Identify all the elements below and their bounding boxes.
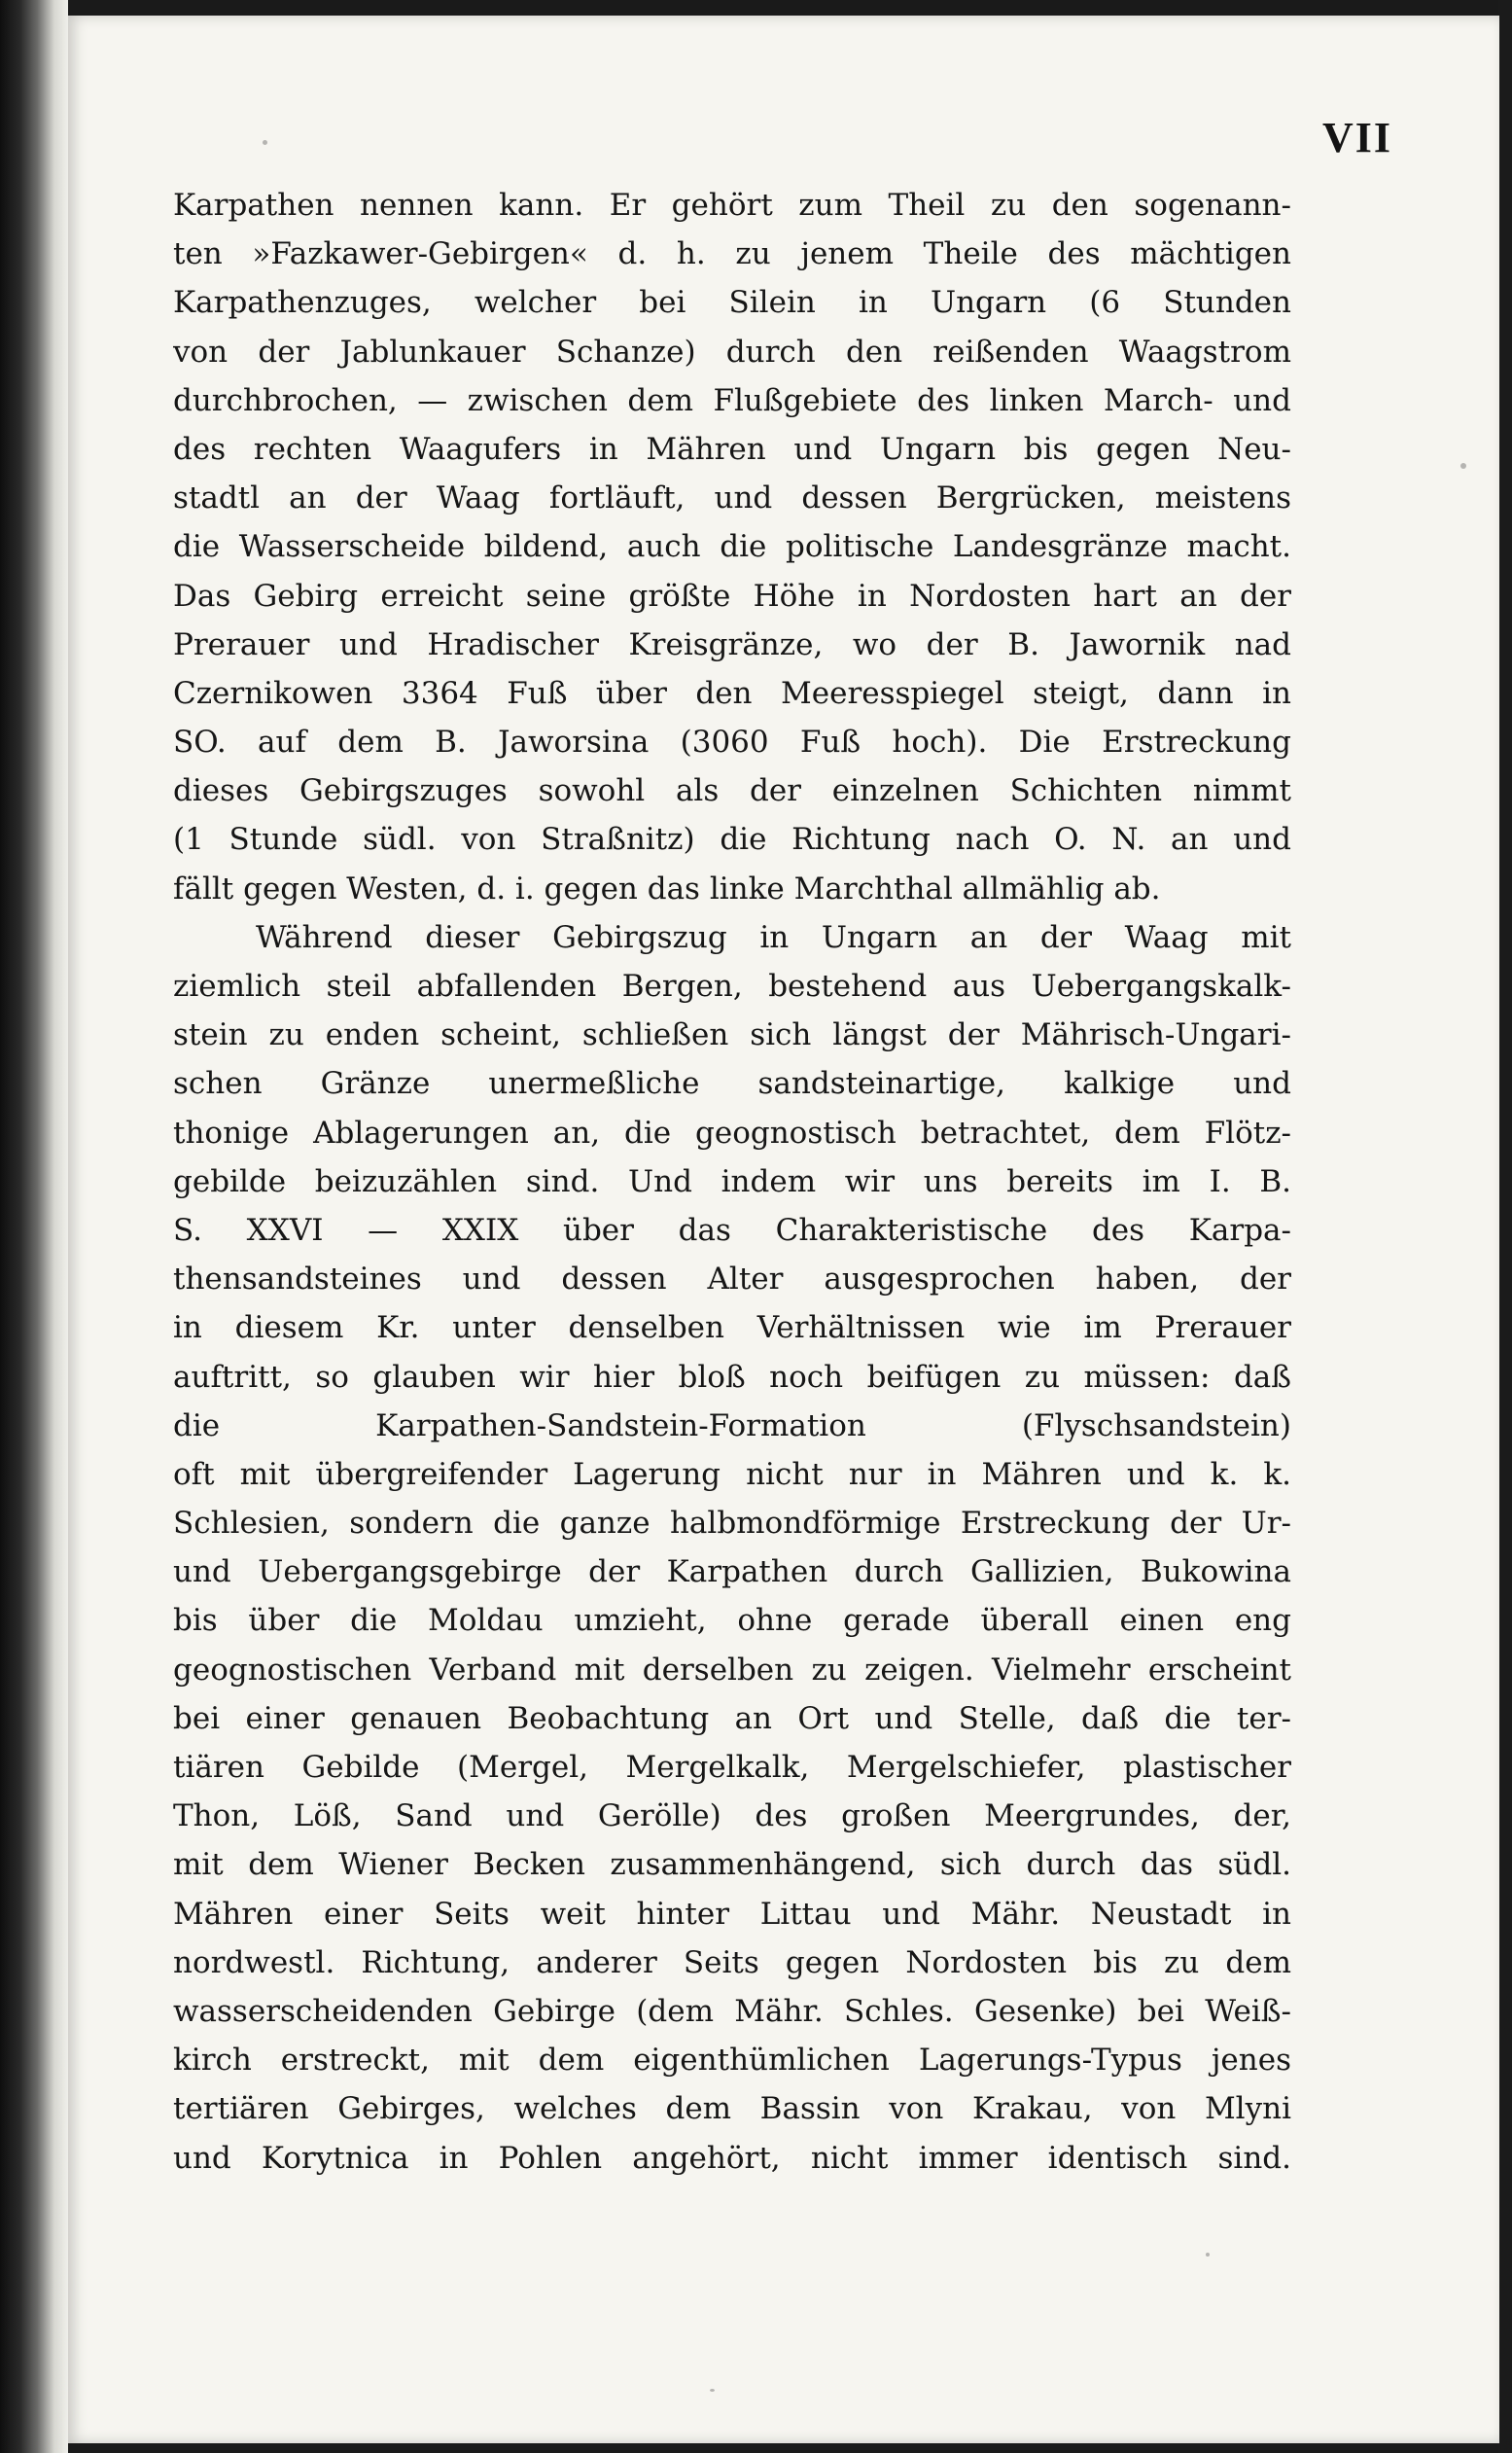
text-line: thensandsteines und dessen Alter ausgesprochen haben, der — [173, 1262, 1291, 1298]
text-line: gebilde beizuzählen sind. Und indem wir uns bereits im I. B. — [173, 1163, 1291, 1199]
text-line: S. XXVI — XXIX über das Charakteristische des Karpa- — [173, 1212, 1291, 1248]
paper-speck — [1460, 463, 1466, 469]
text-line: stadtl an der Waag fortläuft, und dessen Bergrücken, meistens — [173, 480, 1291, 516]
text-line: oft mit übergreifender Lagerung nicht nur in Mähren und k. k. — [173, 1456, 1291, 1492]
text-line: bis über die Moldau umzieht, ohne gerade überall einen eng — [173, 1603, 1291, 1639]
text-line: bei einer genauen Beobachtung an Ort und Stelle, daß die ter- — [173, 1700, 1291, 1736]
text-line: Thon, Löß, Sand und Gerölle) des großen Meergrundes, der, — [173, 1798, 1291, 1834]
text-line: Das Gebirg erreicht seine größte Höhe in Nordosten hart an der — [173, 578, 1291, 614]
text-line: stein zu enden scheint, schließen sich längst der Mährisch-Ungari- — [173, 1017, 1291, 1053]
text-line: ziemlich steil abfallenden Bergen, bestehend aus Uebergangskalk- — [173, 969, 1291, 1004]
text-line: tiären Gebilde (Mergel, Mergelkalk, Mergelschiefer, plastischer — [173, 1750, 1291, 1785]
text-line: des rechten Waagufers in Mähren und Ungarn bis gegen Neu- — [173, 431, 1291, 467]
text-line: SO. auf dem B. Jaworsina (3060 Fuß hoch). Die Erstreckung — [173, 725, 1291, 761]
text-line: mit dem Wiener Becken zusammenhängend, sich durch das südl. — [173, 1847, 1291, 1883]
text-line: und Korytnica in Pohlen angehört, nicht immer identisch sind. — [173, 2140, 1291, 2176]
text-line: Schlesien, sondern die ganze halbmondförmige Erstreckung der Ur- — [173, 1506, 1291, 1542]
text-line: wasserscheidenden Gebirge (dem Mähr. Schles. Gesenke) bei Weiß- — [173, 1993, 1291, 2029]
text-line: fällt gegen Westen, d. i. gegen das linke Marchthal allmählig ab. — [173, 871, 1161, 907]
text-line: die Wasserscheide bildend, auch die politische Landesgränze macht. — [173, 529, 1291, 565]
text-line: Prerauer und Hradischer Kreisgränze, wo der B. Jawornik nad — [173, 626, 1291, 662]
text-line: Czernikowen 3364 Fuß über den Meeresspiegel steigt, dann in — [173, 675, 1291, 711]
text-line: thonige Ablagerungen an, die geognostisch betrachtet, dem Flötz- — [173, 1115, 1291, 1151]
text-line: in diesem Kr. unter denselben Verhältnissen wie im Prerauer — [173, 1310, 1291, 1346]
text-line: durchbrochen, — zwischen dem Flußgebiete des linken March- und — [173, 382, 1291, 418]
text-line: Karpathenzuges, welcher bei Silein in Ungarn (6 Stunden — [173, 285, 1291, 321]
text-line: Mähren einer Seits weit hinter Littau und Mähr. Neustadt in — [173, 1896, 1291, 1932]
text-line: tertiären Gebirges, welches dem Bassin von Krakau, von Mlyni — [173, 2091, 1291, 2127]
text-line: und Uebergangsgebirge der Karpathen durch Gallizien, Bukowina — [173, 1554, 1291, 1590]
text-line: kirch erstreckt, mit dem eigenthümlichen Lagerungs-Typus jenes — [173, 2043, 1291, 2079]
paper-speck — [1206, 2253, 1210, 2257]
paper-speck — [710, 2389, 715, 2392]
scan-right-border — [1498, 0, 1512, 2453]
book-page — [68, 16, 1499, 2443]
text-line: (1 Stunde südl. von Straßnitz) die Richtung nach O. N. an und — [173, 822, 1291, 858]
text-line: dieses Gebirgszuges sowohl als der einzelnen Schichten nimmt — [173, 773, 1291, 809]
text-line: Karpathen nennen kann. Er gehört zum Theil zu den sogenann- — [173, 188, 1291, 223]
text-line: nordwestl. Richtung, anderer Seits gegen Nordosten bis zu dem — [173, 1944, 1291, 1980]
text-line: Während dieser Gebirgszug in Ungarn an der Waag mit — [256, 919, 1291, 955]
text-line: ten »Fazkawer-Gebirgen« d. h. zu jenem Theile des mächtigen — [173, 236, 1291, 272]
text-line: auftritt, so glauben wir hier bloß noch beifügen zu müssen: daß — [173, 1359, 1291, 1395]
paper-speck — [263, 140, 267, 145]
text-line: von der Jablunkauer Schanze) durch den reißenden Waagstrom — [173, 334, 1291, 370]
text-line: die Karpathen-Sandstein-Formation (Flyschsandstein) — [173, 1407, 1291, 1443]
page-number: VII — [1321, 114, 1392, 161]
book-gutter-edge — [0, 0, 68, 2453]
body-text — [173, 181, 1291, 2183]
text-line: geognostischen Verband mit derselben zu zeigen. Vielmehr erscheint — [173, 1652, 1291, 1688]
text-line: schen Gränze unermeßliche sandsteinartige, kalkige und — [173, 1066, 1291, 1102]
